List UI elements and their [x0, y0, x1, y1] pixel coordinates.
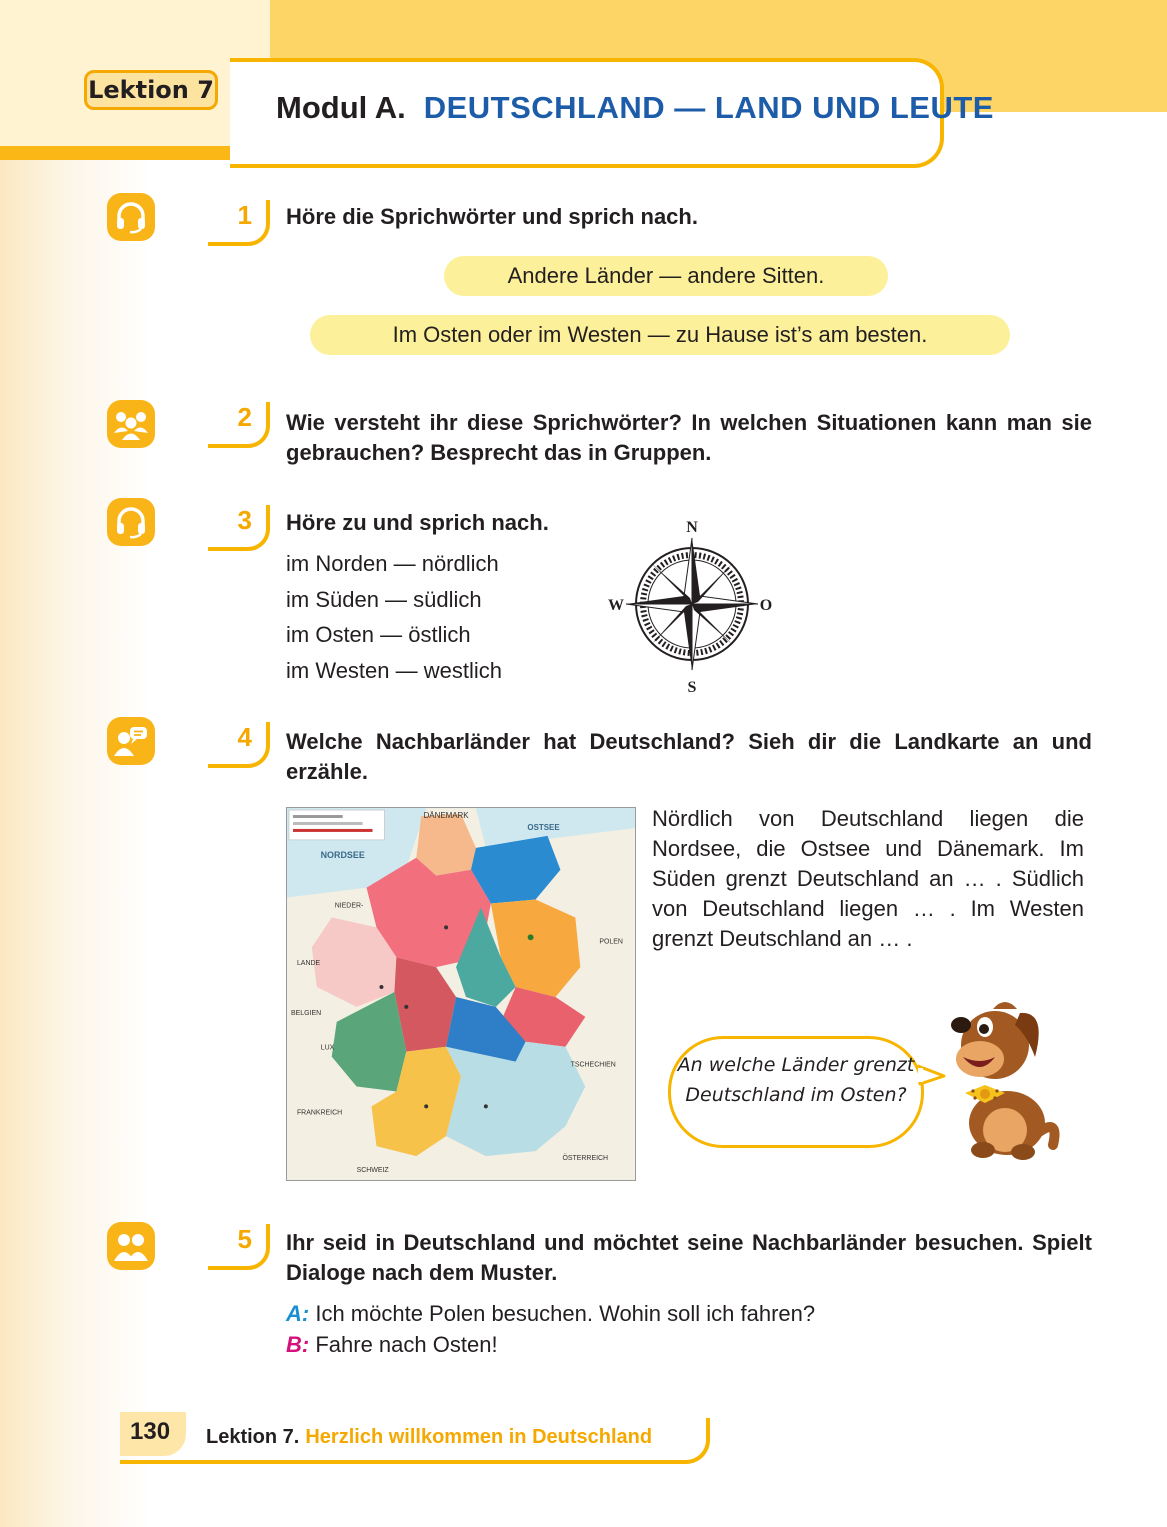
task-number-1: 1: [208, 200, 270, 246]
footer-lektion: Lektion 7.: [206, 1426, 300, 1448]
task-4-text-line-3: Südlich von Deutschland liegen … .: [652, 866, 1084, 921]
modul-label: Modul A.: [276, 90, 406, 125]
map-label-lande: LANDE: [296, 960, 321, 968]
map-label-niederlande: NIEDER-: [334, 902, 364, 910]
page-title: [276, 90, 994, 134]
dog-illustration: [935, 995, 1060, 1160]
proverb-1: Andere Länder — andere Sitten.: [444, 256, 888, 296]
map-label-oesterreich: ÖSTERREICH: [562, 1155, 609, 1163]
task-number-2: 2: [208, 402, 270, 448]
task-number-3: 3: [208, 505, 270, 551]
task-number-5: 5: [208, 1224, 270, 1270]
task-4-text-line-2: Im Süden grenzt Deutschland an … .: [652, 836, 1084, 891]
direction-line-2: im Süden — südlich: [286, 587, 482, 612]
map-label-frankreich: FRANKREICH: [296, 1109, 343, 1117]
lektion-badge: Lektion 7: [84, 70, 218, 110]
speaker-a-text: Ich möchte Polen besuchen. Wohin soll ich fahren?: [315, 1301, 816, 1326]
map-label-tschechien: TSCHECHIEN: [570, 1061, 616, 1069]
map-label-ostsee: OSTSEE: [527, 822, 560, 832]
map-label-lux: LUX: [320, 1044, 335, 1052]
map-label-nordsee: NORDSEE: [320, 849, 365, 860]
compass-north: N: [686, 519, 698, 536]
map-label-schweiz: SCHWEIZ: [356, 1166, 389, 1174]
page-number: 130: [130, 1418, 171, 1445]
headphones-icon: [107, 193, 155, 241]
speaker-b-text: Fahre nach Osten!: [315, 1332, 498, 1357]
group-icon: [107, 400, 155, 448]
direction-line-1: im Norden — nördlich: [286, 551, 499, 576]
dialog-line-b: [286, 1330, 498, 1360]
compass-west: W: [608, 597, 624, 614]
headphones-icon: [107, 498, 155, 546]
speaker-b-label: B:: [286, 1332, 310, 1357]
map-label-polen: POLEN: [599, 938, 623, 946]
modul-title: DEUTSCHLAND — LAND UND LEUTE: [423, 90, 994, 125]
map-label-belgien: BELGIEN: [290, 1009, 322, 1017]
compass-south: S: [687, 679, 697, 696]
task-4-text-line-1: Nördlich von Deutschland liegen die Nordsee, die Ostsee und Dänemark.: [652, 806, 1084, 861]
pair-icon: [107, 1222, 155, 1270]
task-1-instruction: Höre die Sprichwörter und sprich nach.: [286, 204, 698, 229]
task-2-instruction: Wie versteht ihr diese Sprichwörter? In welchen Situationen kann man sie gebrauchen? Besprecht das in Gruppen.: [286, 410, 1092, 465]
footer-title: [206, 1426, 652, 1449]
dialog-line-a: [286, 1299, 815, 1329]
task-number-4: 4: [208, 722, 270, 768]
task-4-text-line-4: Im Westen grenzt Deutschland an … .: [652, 896, 1084, 951]
direction-line-3: im Osten — östlich: [286, 622, 471, 647]
task-4-text: [652, 804, 1084, 954]
top-band-stripe: [0, 146, 250, 160]
speech-bubble-text: An welche Länder grenzt Deutschland im Osten?: [677, 1054, 915, 1106]
footer-lektion-title: Herzlich willkommen in Deutschland: [305, 1426, 653, 1448]
compass-east: O: [759, 597, 773, 614]
speech-icon: [107, 717, 155, 765]
task-3-instruction: Höre zu und sprich nach.: [286, 510, 549, 535]
compass-rose: [604, 516, 774, 696]
task-5-instruction: Ihr seid in Deutschland und möchtet seine Nachbarländer besuchen. Spielt Dialoge nach dem Muster.: [286, 1230, 1092, 1285]
direction-line-4: im Westen — westlich: [286, 658, 502, 683]
task-4-instruction: Welche Nachbarländer hat Deutschland? Sieh dir die Landkarte an und erzähle.: [286, 729, 1092, 784]
speaker-a-label: A:: [286, 1301, 310, 1326]
proverb-2: Im Osten oder im Westen — zu Hause ist’s am besten.: [310, 315, 1010, 355]
germany-map: [286, 807, 636, 1181]
map-label-daenemark: DÄNEMARK: [423, 811, 469, 821]
